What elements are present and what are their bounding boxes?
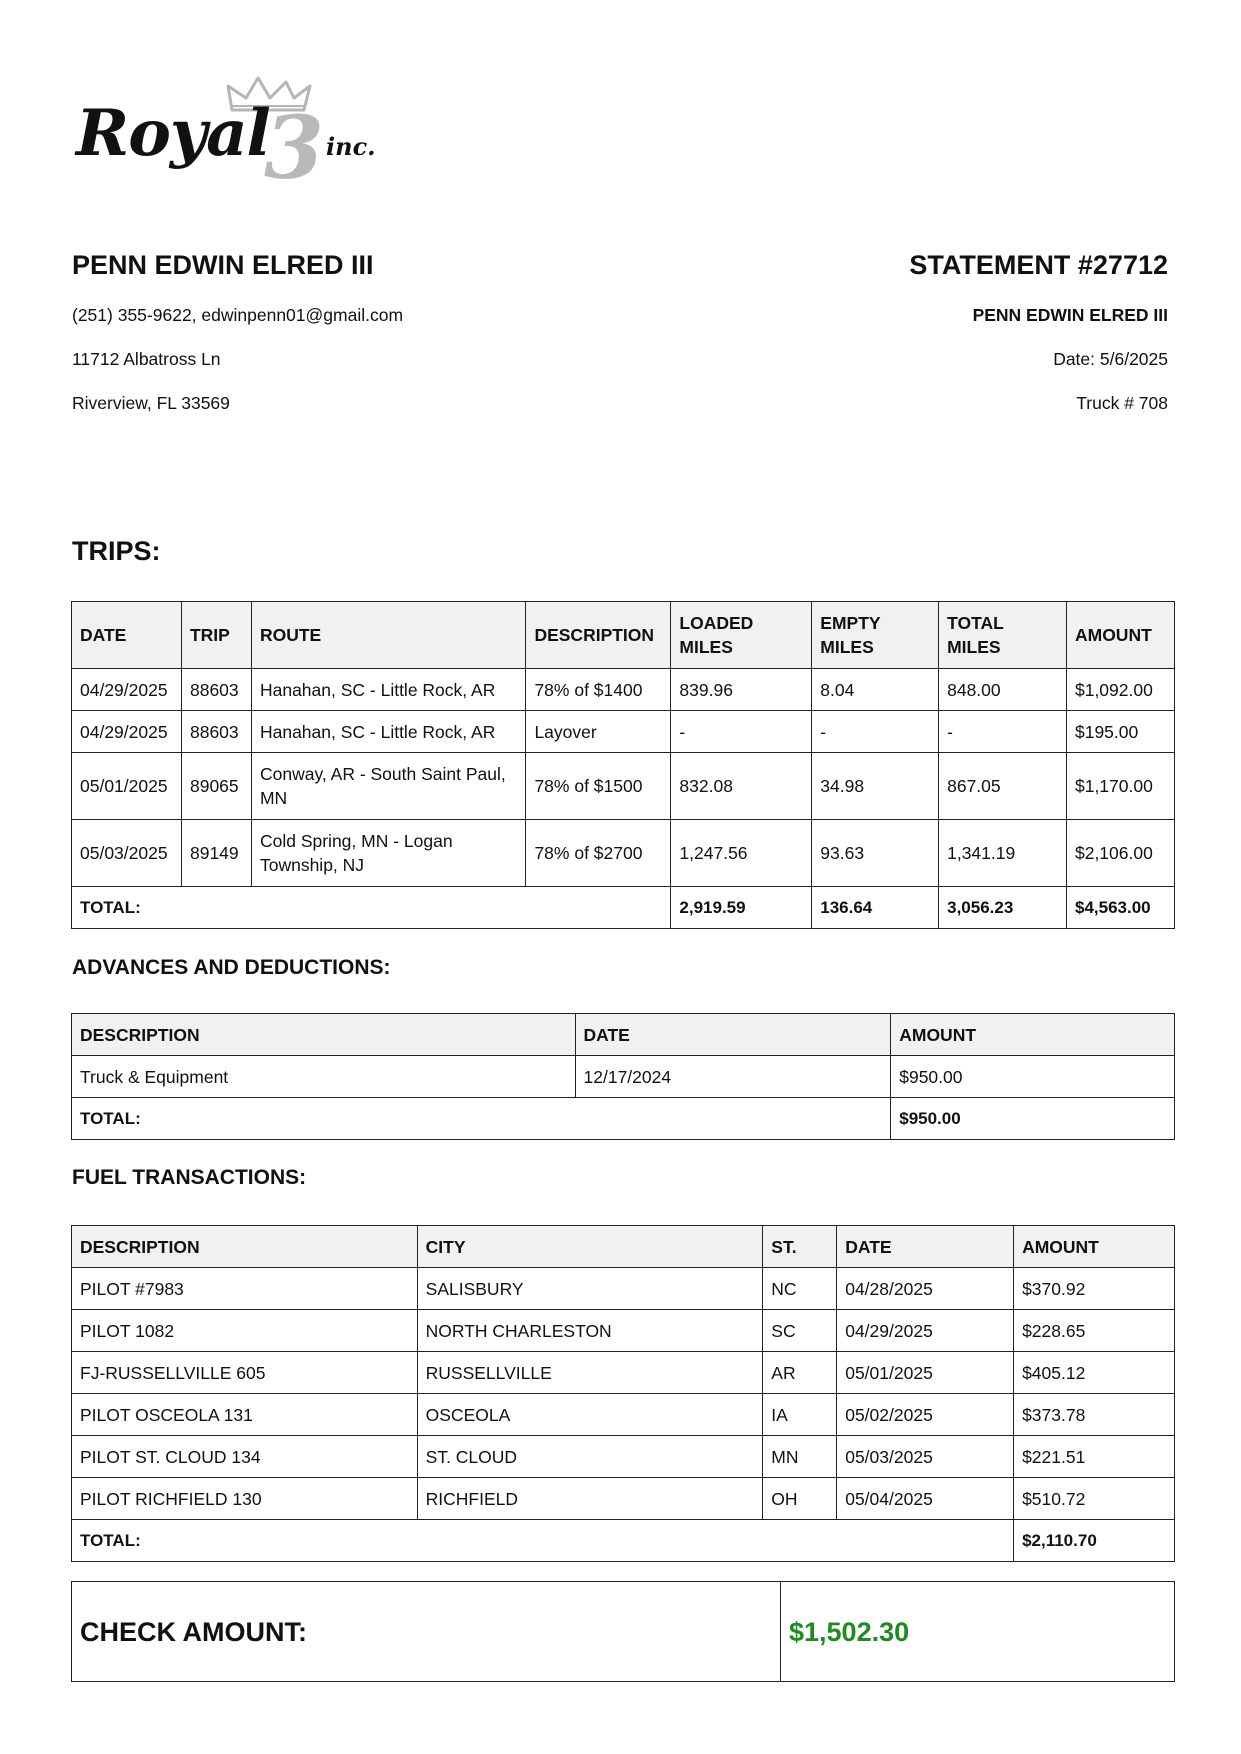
table-row xyxy=(72,820,1175,887)
column-header: DESCRIPTION xyxy=(526,602,671,669)
table-cell: 78% of $1500 xyxy=(526,753,671,820)
table-row xyxy=(72,711,1175,753)
table-row xyxy=(72,1394,1175,1436)
table-cell: $221.51 xyxy=(1014,1436,1175,1478)
fuel-title: FUEL TRANSACTIONS: xyxy=(72,1166,307,1189)
driver-address-line2: Riverview, FL 33569 xyxy=(72,393,230,413)
table-cell: 89065 xyxy=(181,753,251,820)
check-amount-label: CHECK AMOUNT: xyxy=(72,1582,781,1682)
table-cell: PILOT 1082 xyxy=(72,1310,418,1352)
table-cell: SC xyxy=(763,1310,837,1352)
table-cell: 05/01/2025 xyxy=(837,1352,1014,1394)
table-cell: $1,170.00 xyxy=(1066,753,1174,820)
table-cell: Layover xyxy=(526,711,671,753)
table-cell: 34.98 xyxy=(812,753,939,820)
logo-number: 3 xyxy=(264,98,324,199)
table-cell: 1,341.19 xyxy=(939,820,1067,887)
truck-number: Truck # 708 xyxy=(1076,393,1168,413)
table-row xyxy=(72,1478,1175,1520)
fuel-header-row xyxy=(72,1226,1175,1268)
table-cell: 05/01/2025 xyxy=(72,753,182,820)
table-row xyxy=(72,1056,1175,1098)
total-empty-miles: 136.64 xyxy=(812,887,939,929)
fuel-total-row xyxy=(72,1520,1175,1562)
table-row xyxy=(72,1436,1175,1478)
column-header: CITY xyxy=(417,1226,763,1268)
column-header: DATE xyxy=(837,1226,1014,1268)
table-cell: 04/29/2025 xyxy=(837,1310,1014,1352)
total-miles: 3,056.23 xyxy=(939,887,1067,929)
table-cell: PILOT #7983 xyxy=(72,1268,418,1310)
table-cell: 848.00 xyxy=(939,669,1067,711)
table-cell: NORTH CHARLESTON xyxy=(417,1310,763,1352)
table-cell: $2,106.00 xyxy=(1066,820,1174,887)
total-label: TOTAL: xyxy=(72,1520,1014,1562)
table-row xyxy=(72,1268,1175,1310)
table-cell: $370.92 xyxy=(1014,1268,1175,1310)
total-amount: $2,110.70 xyxy=(1014,1520,1175,1562)
column-header: ROUTE xyxy=(251,602,525,669)
trips-table xyxy=(71,601,1175,929)
check-amount-value: $1,502.30 xyxy=(781,1582,1175,1682)
table-cell: PILOT ST. CLOUD 134 xyxy=(72,1436,418,1478)
column-header: LOADED MILES xyxy=(671,602,812,669)
check-amount-box xyxy=(71,1581,1175,1682)
table-cell: Cold Spring, MN - Logan Township, NJ xyxy=(251,820,525,887)
logo-suffix: inc. xyxy=(326,132,376,161)
statement-date: Date: 5/6/2025 xyxy=(1053,349,1168,369)
driver-name: PENN EDWIN ELRED III xyxy=(72,250,374,280)
total-label: TOTAL: xyxy=(72,887,671,929)
fuel-table xyxy=(71,1225,1175,1562)
table-cell: OH xyxy=(763,1478,837,1520)
table-cell: 04/28/2025 xyxy=(837,1268,1014,1310)
table-cell: 78% of $2700 xyxy=(526,820,671,887)
table-cell: ST. CLOUD xyxy=(417,1436,763,1478)
column-header: TRIP xyxy=(181,602,251,669)
table-cell: AR xyxy=(763,1352,837,1394)
table-cell: $510.72 xyxy=(1014,1478,1175,1520)
table-cell: 78% of $1400 xyxy=(526,669,671,711)
table-cell: 89149 xyxy=(181,820,251,887)
check-row xyxy=(72,1582,1175,1682)
column-header: EMPTY MILES xyxy=(812,602,939,669)
table-cell: 05/03/2025 xyxy=(72,820,182,887)
statement-number: STATEMENT #27712 xyxy=(909,250,1168,280)
table-cell: - xyxy=(812,711,939,753)
table-cell: 05/02/2025 xyxy=(837,1394,1014,1436)
column-header: TOTAL MILES xyxy=(939,602,1067,669)
column-header: AMOUNT xyxy=(891,1014,1175,1056)
trips-header-row xyxy=(72,602,1175,669)
table-cell: 04/29/2025 xyxy=(72,669,182,711)
column-header: DATE xyxy=(575,1014,891,1056)
trips-title: TRIPS: xyxy=(72,536,161,566)
table-cell: PILOT OSCEOLA 131 xyxy=(72,1394,418,1436)
table-cell: 832.08 xyxy=(671,753,812,820)
total-amount: $950.00 xyxy=(891,1098,1175,1140)
table-cell: 88603 xyxy=(181,669,251,711)
table-cell: OSCEOLA xyxy=(417,1394,763,1436)
table-row xyxy=(72,1310,1175,1352)
table-cell: $950.00 xyxy=(891,1056,1175,1098)
column-header: DATE xyxy=(72,602,182,669)
table-cell: 12/17/2024 xyxy=(575,1056,891,1098)
statement-driver-name: PENN EDWIN ELRED III xyxy=(972,305,1168,325)
table-cell: 05/03/2025 xyxy=(837,1436,1014,1478)
table-cell: - xyxy=(939,711,1067,753)
table-cell: 93.63 xyxy=(812,820,939,887)
table-cell: $1,092.00 xyxy=(1066,669,1174,711)
table-cell: 05/04/2025 xyxy=(837,1478,1014,1520)
table-cell: NC xyxy=(763,1268,837,1310)
table-cell: PILOT RICHFIELD 130 xyxy=(72,1478,418,1520)
advances-table xyxy=(71,1013,1175,1140)
table-cell: - xyxy=(671,711,812,753)
driver-contact: (251) 355-9622, edwinpenn01@gmail.com xyxy=(72,305,404,325)
table-cell: Conway, AR - South Saint Paul, MN xyxy=(251,753,525,820)
table-cell: 839.96 xyxy=(671,669,812,711)
statement-info xyxy=(909,248,1168,414)
table-cell: 04/29/2025 xyxy=(72,711,182,753)
table-cell: $228.65 xyxy=(1014,1310,1175,1352)
total-amount: $4,563.00 xyxy=(1066,887,1174,929)
column-header: DESCRIPTION xyxy=(72,1226,418,1268)
table-cell: MN xyxy=(763,1436,837,1478)
table-row xyxy=(72,753,1175,820)
table-cell: $373.78 xyxy=(1014,1394,1175,1436)
total-label: TOTAL: xyxy=(72,1098,891,1140)
column-header: ST. xyxy=(763,1226,837,1268)
driver-address-line1: 11712 Albatross Ln xyxy=(72,349,221,369)
table-cell: 867.05 xyxy=(939,753,1067,820)
table-cell: Truck & Equipment xyxy=(72,1056,576,1098)
column-header: AMOUNT xyxy=(1066,602,1174,669)
table-cell: Hanahan, SC - Little Rock, AR xyxy=(251,711,525,753)
advances-title: ADVANCES AND DEDUCTIONS: xyxy=(72,956,391,979)
table-cell: $195.00 xyxy=(1066,711,1174,753)
table-cell: FJ-RUSSELLVILLE 605 xyxy=(72,1352,418,1394)
advances-header-row xyxy=(72,1014,1175,1056)
table-cell: RICHFIELD xyxy=(417,1478,763,1520)
table-cell: SALISBURY xyxy=(417,1268,763,1310)
advances-total-row xyxy=(72,1098,1175,1140)
total-loaded-miles: 2,919.59 xyxy=(671,887,812,929)
table-row xyxy=(72,1352,1175,1394)
table-cell: 1,247.56 xyxy=(671,820,812,887)
column-header: DESCRIPTION xyxy=(72,1014,576,1056)
table-cell: 8.04 xyxy=(812,669,939,711)
table-row xyxy=(72,669,1175,711)
logo-wordmark: Royal xyxy=(76,96,270,171)
table-cell: 88603 xyxy=(181,711,251,753)
trips-total-row xyxy=(72,887,1175,929)
table-cell: $405.12 xyxy=(1014,1352,1175,1394)
table-cell: RUSSELLVILLE xyxy=(417,1352,763,1394)
driver-info xyxy=(72,248,403,414)
table-cell: IA xyxy=(763,1394,837,1436)
company-logo xyxy=(76,76,386,199)
column-header: AMOUNT xyxy=(1014,1226,1175,1268)
table-cell: Hanahan, SC - Little Rock, AR xyxy=(251,669,525,711)
